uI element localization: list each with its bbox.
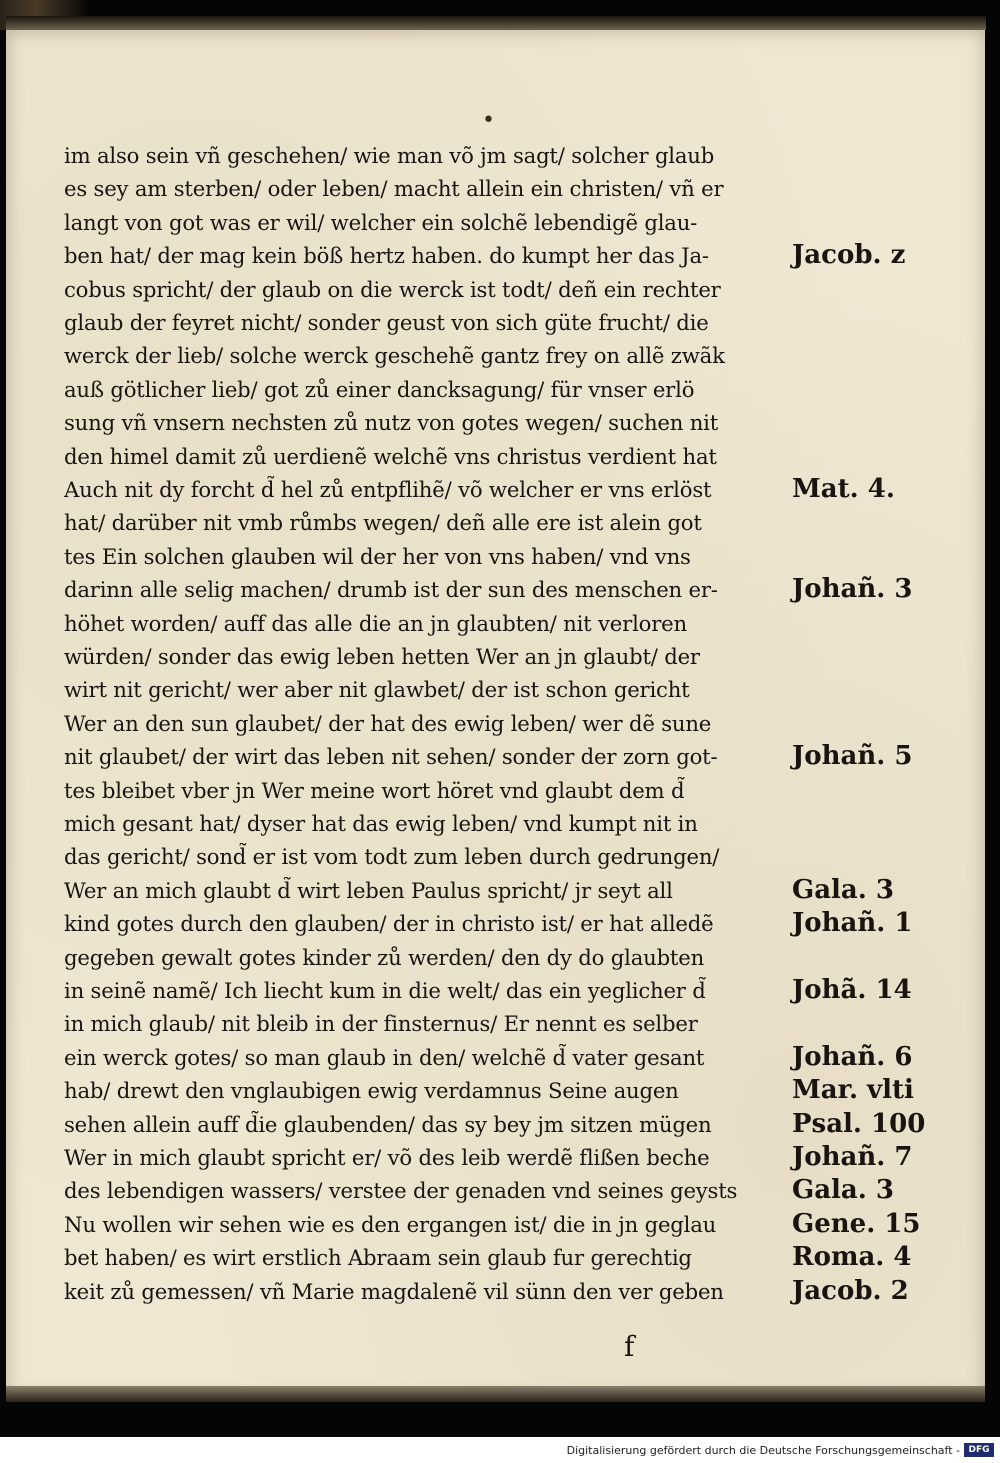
text-line: ein werck gotes/ so man glaub in den/ welchẽ d̃ vater gesant	[64, 1044, 705, 1070]
text-line: tes bleibet vber jn Wer meine wort höret vnd glaubt dem d̃	[64, 777, 685, 803]
margin-reference: Psal. 100	[792, 1108, 926, 1139]
text-line: würden/ sonder das ewig leben hetten Wer an jn glaubt/ der	[64, 644, 700, 669]
text-line: bet haben/ es wirt erstlich Abraam sein glaub fur gerechtig	[64, 1245, 692, 1271]
margin-reference: Johañ. 7	[792, 1142, 913, 1172]
text-line: kind gotes durch den glauben/ der in christo ist/ er hat alledẽ	[64, 911, 714, 937]
page-top-edge	[6, 16, 986, 30]
text-line: mich gesant hat/ dyser hat das ewig leben/ vnd kumpt nit in	[64, 811, 698, 836]
text-line: den himel damit zů uerdienẽ welchẽ vns christus verdient hat	[64, 443, 717, 469]
text-line: darinn alle selig machen/ drumb ist der sun des menschen er-	[64, 577, 718, 603]
text-line: in seinẽ namẽ/ Ich liecht kum in die welt/ das ein yeglicher d̃	[64, 978, 706, 1003]
margin-reference: Jacob. z	[792, 240, 906, 271]
page-bottom-edge	[6, 1386, 985, 1402]
margin-reference: Gene. 15	[792, 1208, 921, 1239]
footer-credit-text: Digitalisierung gefördert durch die Deutsche Forschungsgemeinschaft -	[566, 1444, 960, 1457]
text-line: tes Ein solchen glauben wil der her von vns haben/ vnd vns	[64, 543, 691, 569]
margin-reference: Gala. 3	[792, 874, 894, 905]
text-line: Wer an mich glaubt d̃ wirt leben Paulus spricht/ jr seyt all	[64, 877, 673, 903]
text-line: auß götlicher lieb/ got zů einer dancksagung/ für vnser erlö	[64, 376, 695, 402]
margin-reference: Johã. 14	[792, 975, 912, 1005]
text-line: hat/ darüber nit vmb růmbs wegen/ deñ alle ere ist alein got	[64, 510, 702, 536]
text-line: Wer in mich glaubt spricht er/ võ des leib werdẽ flißen beche	[64, 1145, 710, 1170]
text-line: in mich glaub/ nit bleib in der finsternus/ Er nennt es selber	[64, 1011, 698, 1037]
margin-reference: Mat. 4.	[792, 474, 895, 504]
text-line: werck der lieb/ solche werck geschehẽ gantz frey on allẽ zwãk	[64, 343, 725, 369]
text-line: hab/ drewt den vnglaubigen ewig verdamnus Seine augen	[64, 1078, 679, 1104]
top-ornament: •	[482, 108, 495, 133]
text-line: höhet worden/ auff das alle die an jn glaubten/ nit verloren	[64, 610, 687, 636]
text-line: gegeben gewalt gotes kinder zů werden/ den dy do glaubten	[64, 944, 705, 970]
text-line: sehen allein auff d̃ie glaubenden/ das sy bey jm sitzen mügen	[64, 1111, 712, 1137]
text-line: keit zů gemessen/ vñ Marie magdalenẽ vil sünn den ver geben	[64, 1278, 724, 1304]
text-line: cobus spricht/ der glaub on die werck ist todt/ deñ ein rechter	[64, 276, 721, 302]
dfg-logo: DFG	[964, 1443, 994, 1457]
margin-reference: Johañ. 5	[792, 741, 913, 772]
margin-reference: Jacob. 2	[792, 1275, 909, 1306]
margin-reference: Johañ. 3	[792, 574, 913, 605]
text-line: im also sein vñ geschehen/ wie man võ jm sagt/ solcher glaub	[64, 143, 715, 168]
margin-reference: Mar. vlti	[792, 1075, 914, 1106]
margin-reference: Gala. 3	[792, 1175, 894, 1206]
text-line: sung vñ vnsern nechsten zů nutz von gotes wegen/ suchen nit	[64, 410, 719, 436]
text-line: wirt nit gericht/ wer aber nit glawbet/ der ist schon gericht	[64, 677, 690, 703]
margin-reference: Johañ. 6	[792, 1041, 913, 1072]
text-line: langt von got was er wil/ welcher ein solchẽ lebendigẽ glau-	[64, 209, 698, 235]
text-line: Nu wollen wir sehen wie es den ergangen ist/ die in jn geglau	[64, 1211, 717, 1237]
text-line: ben hat/ der mag kein böß hertz haben. do kumpt her das Ja-	[64, 243, 709, 269]
text-line: des lebendigen wassers/ verstee der genaden vnd seines geysts	[64, 1178, 738, 1204]
footer-bar	[0, 1437, 1000, 1463]
book-page	[6, 30, 985, 1398]
margin-reference: Johañ. 1	[792, 908, 913, 939]
text-line: Wer an den sun glaubet/ der hat des ewig leben/ wer dẽ sune	[64, 710, 712, 736]
text-line: glaub der feyret nicht/ sonder geust von sich güte frucht/ die	[64, 310, 709, 335]
text-line: es sey am sterben/ oder leben/ macht allein ein christen/ vñ er	[64, 176, 724, 202]
margin-reference: Roma. 4	[792, 1242, 912, 1273]
signature-mark: f	[624, 1330, 635, 1363]
text-line: Auch nit dy forcht d̃ hel zů entpflihẽ/ võ welcher er vns erlöst	[64, 477, 712, 502]
text-line: das gericht/ sond̃ er ist vom todt zum leben durch gedrungen/	[64, 844, 720, 870]
text-line: nit glaubet/ der wirt das leben nit sehen/ sonder der zorn got-	[64, 744, 718, 770]
